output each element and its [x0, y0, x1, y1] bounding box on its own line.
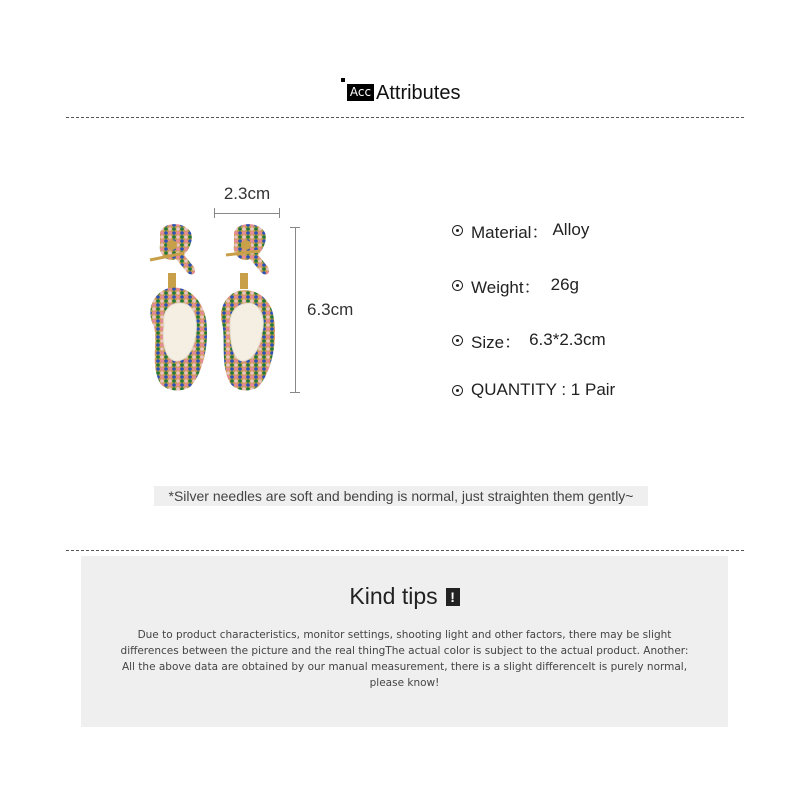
height-dimension-line	[295, 227, 296, 392]
kind-tips-body: Due to product characteristics, monitor settings, shooting light and other factors, there may be slight differences between the picture and the real thingThe actual color is subject to the actual product. Another: All the above data are obtained by our manual measurement, there is a slight differenceIt is purely normal, please know!	[120, 629, 689, 689]
kind-tips-title: Kind tips	[349, 583, 438, 609]
attribute-label: QUANTITY : 1 Pair	[471, 380, 616, 399]
bullet-icon	[452, 225, 463, 236]
bullet-icon	[452, 385, 463, 396]
attribute-material	[452, 218, 589, 242]
height-dimension-label: 6.3cm	[307, 300, 354, 319]
attribute-label: Material：	[471, 222, 549, 242]
attribute-label: Weight：	[471, 277, 541, 297]
kind-tips-heading	[81, 582, 728, 610]
divider-top	[66, 117, 744, 118]
attribute-value: 6.3*2.3cm	[529, 330, 606, 349]
attribute-quantity	[452, 378, 619, 402]
bullet-icon	[452, 280, 463, 291]
attribute-label: Size：	[471, 332, 522, 352]
divider-bottom	[66, 550, 744, 551]
height-dimension-tick-top	[290, 227, 300, 228]
height-dimension-tick-bottom	[290, 392, 300, 393]
exclamation-icon: !	[446, 588, 460, 606]
header-title: Attributes	[376, 82, 461, 104]
left-earring	[150, 224, 207, 390]
bullet-icon	[452, 335, 463, 346]
width-dimension-label: 2.3cm	[223, 184, 271, 203]
width-dimension-line	[214, 213, 280, 214]
kind-tips-panel	[81, 556, 728, 727]
header-dot-decoration	[341, 78, 345, 82]
attribute-value: 26g	[550, 275, 579, 294]
section-header	[0, 78, 800, 108]
header-badge: Acc	[347, 84, 374, 101]
silver-needle-note: *Silver needles are soft and bending is normal, just straighten them gently~	[154, 486, 648, 506]
attribute-size	[452, 328, 606, 352]
attribute-value: Alloy	[552, 220, 590, 239]
earrings-image	[130, 215, 290, 400]
attribute-weight	[452, 273, 579, 297]
right-earring	[221, 224, 275, 390]
